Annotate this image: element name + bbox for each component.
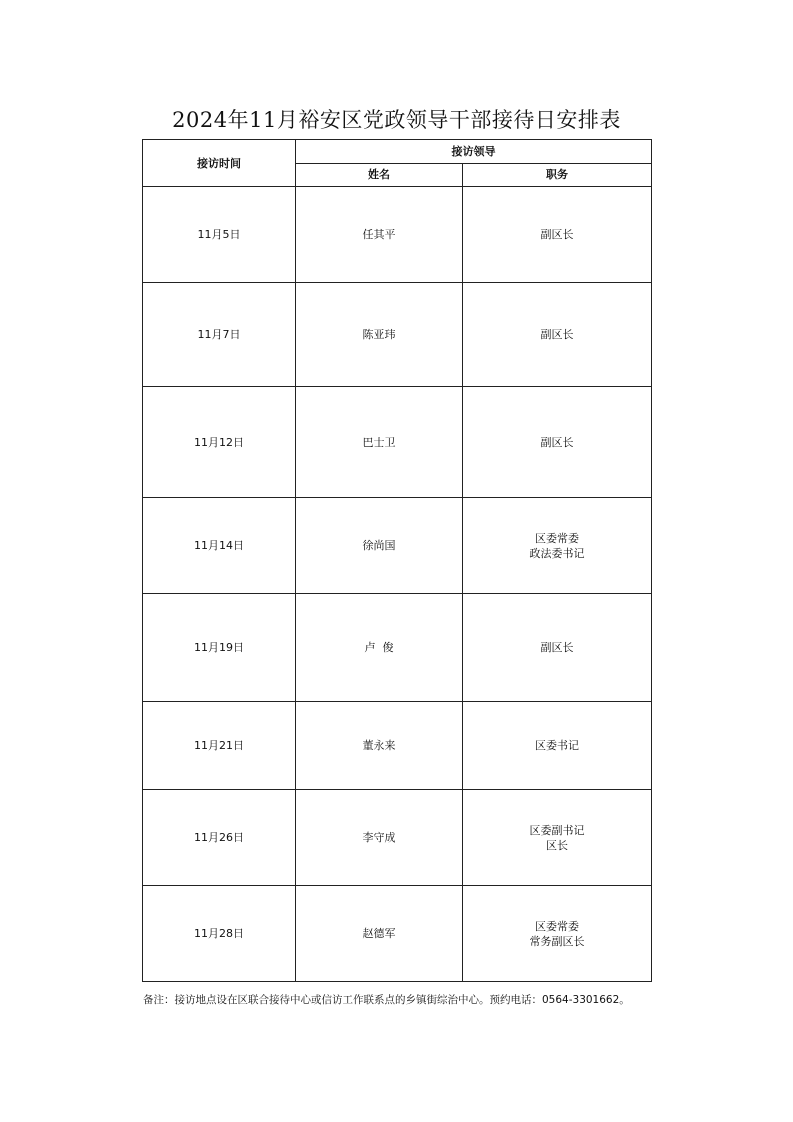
header-time: 接访时间 — [143, 140, 296, 187]
position-cell — [463, 790, 652, 886]
position-line: 副区长 — [540, 435, 574, 449]
date-cell: 11月14日 — [143, 498, 296, 594]
table-row — [143, 498, 652, 594]
position-cell — [463, 187, 652, 283]
date-cell: 11月28日 — [143, 886, 296, 982]
name-cell: 任其平 — [296, 187, 463, 283]
name-cell: 赵德军 — [296, 886, 463, 982]
position-line: 区委常委 — [535, 531, 579, 545]
schedule-table — [142, 139, 652, 982]
header-name: 姓名 — [296, 163, 463, 187]
header-position: 职务 — [463, 163, 652, 187]
name-cell: 徐尚国 — [296, 498, 463, 594]
position-line: 区委书记 — [535, 739, 579, 752]
table-row — [143, 886, 652, 982]
table-row — [143, 187, 652, 283]
footnote: 备注：接访地点设在区联合接待中心或信访工作联系点的乡镇街综治中心。预约电话：0564-3301662。 — [143, 994, 630, 1006]
table-row — [143, 283, 652, 387]
header-leader: 接访领导 — [296, 140, 652, 164]
position-line: 区委常委 — [535, 919, 579, 933]
date-cell: 11月12日 — [143, 387, 296, 498]
table-row — [143, 387, 652, 498]
name-cell: 李守成 — [296, 790, 463, 886]
position-line: 区委副书记 — [529, 823, 585, 837]
position-line: 副区长 — [540, 228, 574, 241]
name-cell: 陈亚玮 — [296, 283, 463, 387]
table-row — [143, 702, 652, 790]
date-cell: 11月5日 — [143, 187, 296, 283]
position-cell — [463, 387, 652, 498]
position-cell — [463, 498, 652, 594]
date-cell: 11月19日 — [143, 594, 296, 702]
table-row — [143, 790, 652, 886]
date-cell: 11月21日 — [143, 702, 296, 790]
page-title: 2024年11月裕安区党政领导干部接待日安排表 — [172, 108, 621, 132]
table-row — [143, 594, 652, 702]
date-cell: 11月26日 — [143, 790, 296, 886]
position-line: 副区长 — [540, 641, 574, 654]
position-line: 副区长 — [540, 328, 574, 341]
position-cell — [463, 283, 652, 387]
name-cell: 董永来 — [296, 702, 463, 790]
name-cell: 卢 俊 — [296, 594, 463, 702]
position-line: 常务副区长 — [529, 934, 585, 948]
position-cell — [463, 886, 652, 982]
date-cell: 11月7日 — [143, 283, 296, 387]
name-cell: 巴士卫 — [296, 387, 463, 498]
position-line: 区长 — [546, 838, 568, 852]
position-line: 政法委书记 — [529, 546, 585, 560]
position-cell — [463, 594, 652, 702]
position-cell — [463, 702, 652, 790]
